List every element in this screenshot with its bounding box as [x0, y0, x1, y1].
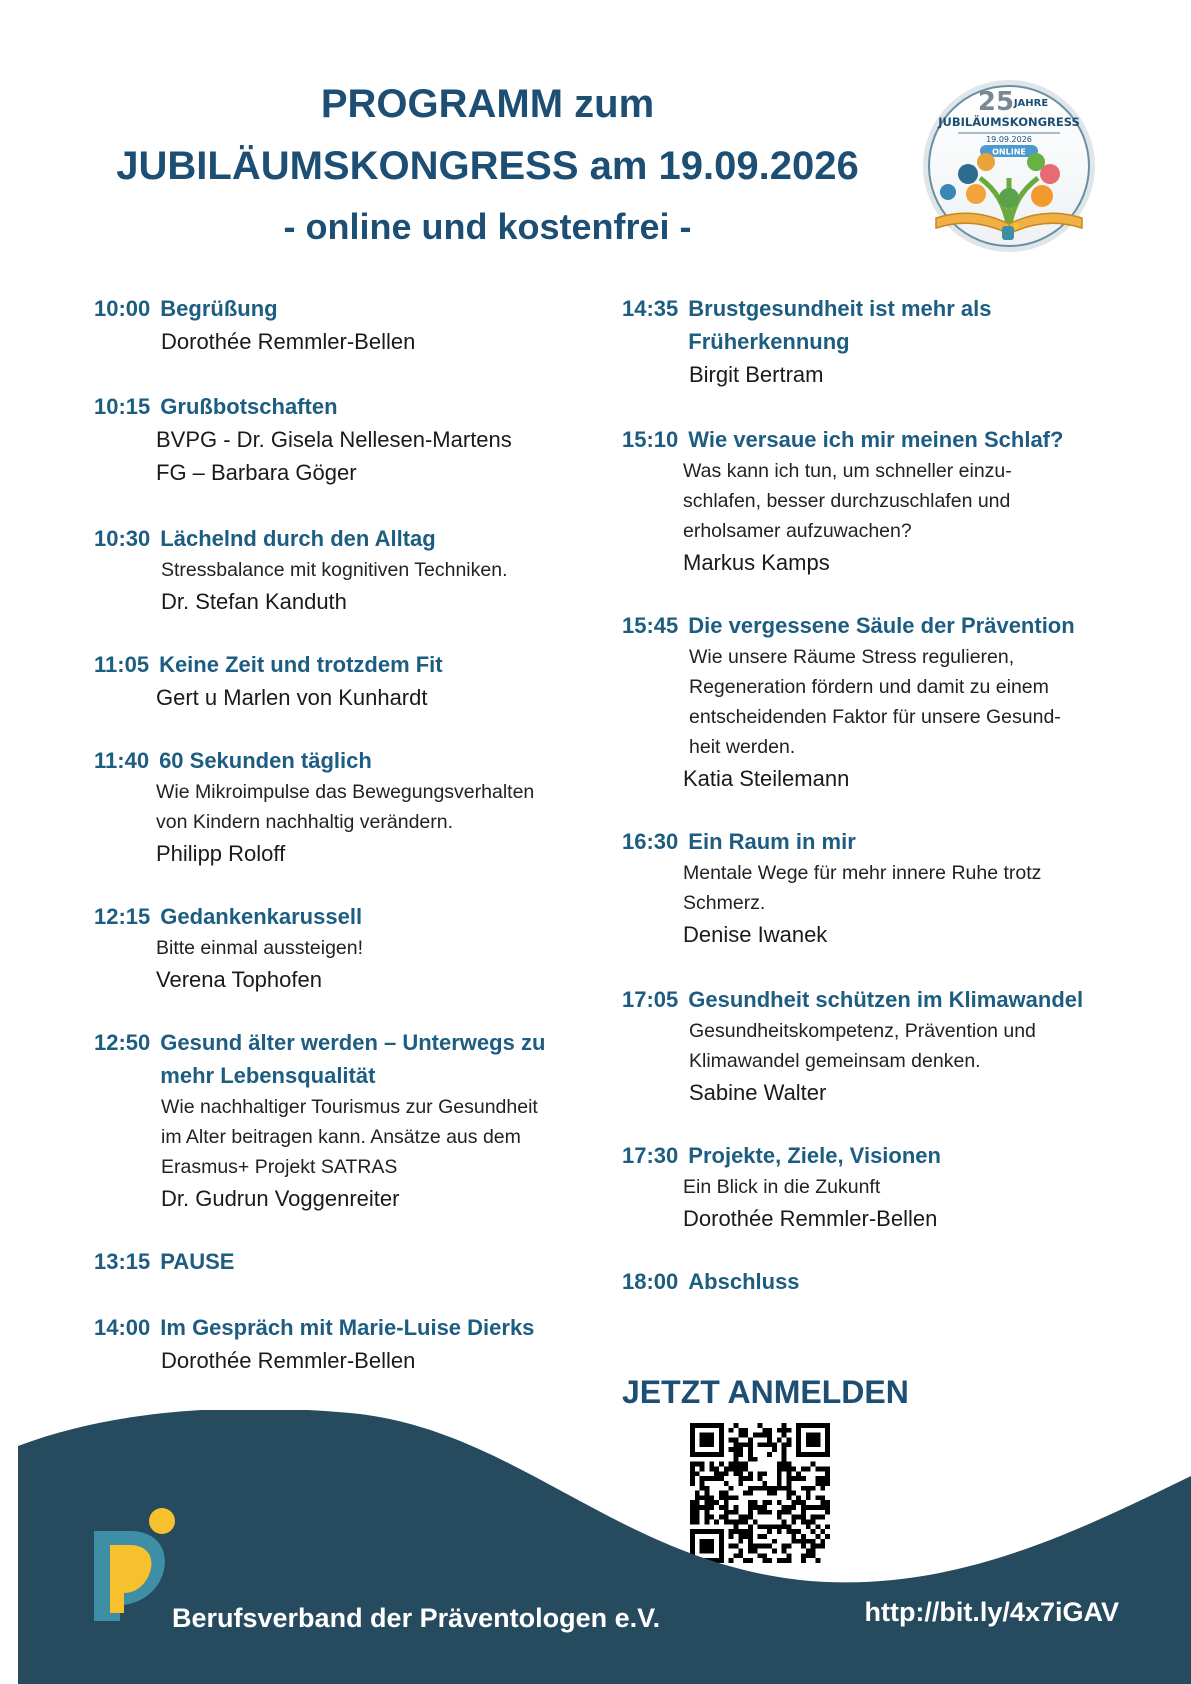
entry-description: Ein Blick in die Zukunft [683, 1176, 881, 1198]
entry-time: 12:15 [94, 904, 151, 929]
entry-speaker: Birgit Bertram [689, 362, 824, 387]
entry-speaker: Dorothée Remmler-Bellen [161, 1348, 416, 1373]
entry-time: 14:35 [622, 296, 679, 321]
entry-speaker: BVPG - Dr. Gisela Nellesen-Martens [156, 427, 512, 452]
program-entry [94, 292, 584, 358]
badge-title: JUBILÄUMSKONGRESS [938, 115, 1080, 129]
entry-description: Bitte einmal aussteigen! [156, 937, 364, 959]
entry-description: Gesundheitskompetenz, Prävention und [689, 1020, 1036, 1042]
muscle-icon [966, 184, 986, 204]
register-now-heading: JETZT ANMELDEN [622, 1374, 909, 1410]
entry-speaker: Dr. Gudrun Voggenreiter [161, 1186, 400, 1211]
program-entry [94, 1311, 584, 1377]
entry-time: 11:05 [94, 652, 150, 677]
entry-title: Begrüßung [160, 296, 278, 321]
badge-online: ONLINE [992, 147, 1026, 157]
person-icon [1031, 185, 1053, 207]
registration-link[interactable]: http://bit.ly/4x7iGAV [864, 1597, 1119, 1627]
entry-title: Gesund älter werden – Unterwegs zu mehr Lebensqualität [160, 1030, 546, 1088]
entry-description: Wie Mikroimpulse das Bewegungsverhalten [156, 781, 535, 803]
entry-title: Wie versaue ich mir meinen Schlaf? [688, 427, 1064, 452]
badge-jahre: JAHRE [1013, 98, 1049, 109]
entry-description: schlafen, besser durchzuschlafen und [683, 490, 1011, 512]
entry-title: Ein Raum in mir [688, 829, 856, 854]
program-entry [94, 744, 584, 870]
entry-description: erholsamer aufzuwachen? [683, 520, 912, 542]
entry-time: 16:30 [622, 829, 679, 854]
program-entry [94, 1026, 584, 1215]
program-column-right [622, 292, 1102, 1298]
entry-time: 14:00 [94, 1315, 151, 1340]
badge-number: 25 [977, 87, 1015, 117]
entry-description: Stressbalance mit kognitiven Techniken. [161, 559, 508, 581]
entry-description: entscheidenden Faktor für unsere Gesund- [689, 706, 1061, 728]
footer-organization-name: Berufsverband der Präventologen e.V. [172, 1603, 661, 1633]
entry-time: 15:45 [622, 613, 679, 638]
page-title-line-1: PROGRAMM zum [320, 82, 655, 126]
program-entry [622, 983, 1102, 1109]
entry-speaker: Dorothée Remmler-Bellen [683, 1206, 938, 1231]
entry-description: im Alter beitragen kann. Ansätze aus dem [161, 1126, 521, 1148]
entry-title: Lächelnd durch den Alltag [160, 526, 436, 551]
entry-title: Keine Zeit und trotzdem Fit [159, 652, 443, 677]
entry-speaker: Verena Tophofen [156, 967, 322, 992]
entry-title: 60 Sekunden täglich [159, 748, 372, 773]
entry-time: 15:10 [622, 427, 679, 452]
program-entry [622, 292, 1102, 391]
entry-speaker: FG – Barbara Göger [156, 460, 357, 485]
entry-title: Die vergessene Säule der Prävention [688, 613, 1075, 638]
entry-speaker: Dr. Stefan Kanduth [161, 589, 347, 614]
entry-description: Was kann ich tun, um schneller einzu- [683, 460, 1012, 482]
program-entry [94, 522, 584, 618]
entry-description: Mentale Wege für mehr innere Ruhe trotz [683, 862, 1042, 884]
phone-icon [940, 184, 956, 200]
entry-speaker: Dorothée Remmler-Bellen [161, 329, 416, 354]
entry-time: 10:00 [94, 296, 151, 321]
entry-time: 17:30 [622, 1143, 679, 1168]
entry-title: Gesundheit schützen im Klimawandel [688, 987, 1084, 1012]
badge-date: 19.09.2026 [986, 135, 1032, 144]
entry-description: Wie nachhaltiger Tourismus zur Gesundheit [161, 1096, 538, 1118]
lightning-icon [1027, 153, 1045, 171]
entry-title: PAUSE [160, 1249, 235, 1274]
brain-icon [958, 164, 978, 184]
program-entry [94, 648, 584, 714]
entry-title: Abschluss [688, 1269, 800, 1294]
apple-icon [977, 153, 995, 171]
entry-speaker: Sabine Walter [689, 1080, 827, 1105]
organization-logo-icon [90, 1505, 180, 1625]
entry-speaker: Denise Iwanek [683, 922, 828, 947]
program-entry [622, 1139, 1102, 1235]
entry-title: Projekte, Ziele, Visionen [688, 1143, 941, 1168]
entry-description: Schmerz. [683, 892, 766, 914]
plant-icon [999, 188, 1019, 208]
entry-title: Im Gespräch mit Marie-Luise Dierks [160, 1315, 535, 1340]
page-title-line-2: JUBILÄUMSKONGRESS am 19.09.2026 [116, 144, 859, 188]
program-entry [94, 390, 584, 489]
entry-description: Wie unsere Räume Stress regulieren, [689, 646, 1015, 668]
entry-speaker: Philipp Roloff [156, 841, 286, 866]
entry-time: 10:15 [94, 394, 151, 419]
entry-time: 13:15 [94, 1249, 151, 1274]
entry-description: heit werden. [689, 736, 796, 758]
program-entry [622, 423, 1102, 579]
entry-speaker: Katia Steilemann [683, 766, 850, 791]
entry-title: Grußbotschaften [160, 394, 338, 419]
program-entry [94, 900, 584, 996]
entry-time: 10:30 [94, 526, 151, 551]
entry-description: Klimawandel gemeinsam denken. [689, 1050, 981, 1072]
entry-time: 11:40 [94, 748, 150, 773]
program-entry [94, 1245, 584, 1278]
program-entry [622, 825, 1102, 951]
entry-speaker: Markus Kamps [683, 550, 830, 575]
entry-title: Brustgesundheit ist mehr als Früherkennung [688, 296, 992, 354]
entry-time: 18:00 [622, 1269, 679, 1294]
entry-time: 12:50 [94, 1030, 151, 1055]
program-column-left [94, 292, 584, 1377]
page-subtitle: - online und kostenfrei - [283, 206, 692, 247]
entry-description: Erasmus+ Projekt SATRAS [161, 1156, 398, 1178]
program-entry [622, 609, 1102, 795]
entry-speaker: Gert u Marlen von Kunhardt [156, 685, 428, 710]
entry-description: von Kindern nachhaltig verändern. [156, 811, 454, 833]
entry-title: Gedankenkarussell [160, 904, 363, 929]
program-entry [622, 1265, 1102, 1298]
entry-time: 17:05 [622, 987, 679, 1012]
jubilee-badge [918, 78, 1100, 254]
entry-description: Regeneration fördern und damit zu einem [689, 676, 1049, 698]
